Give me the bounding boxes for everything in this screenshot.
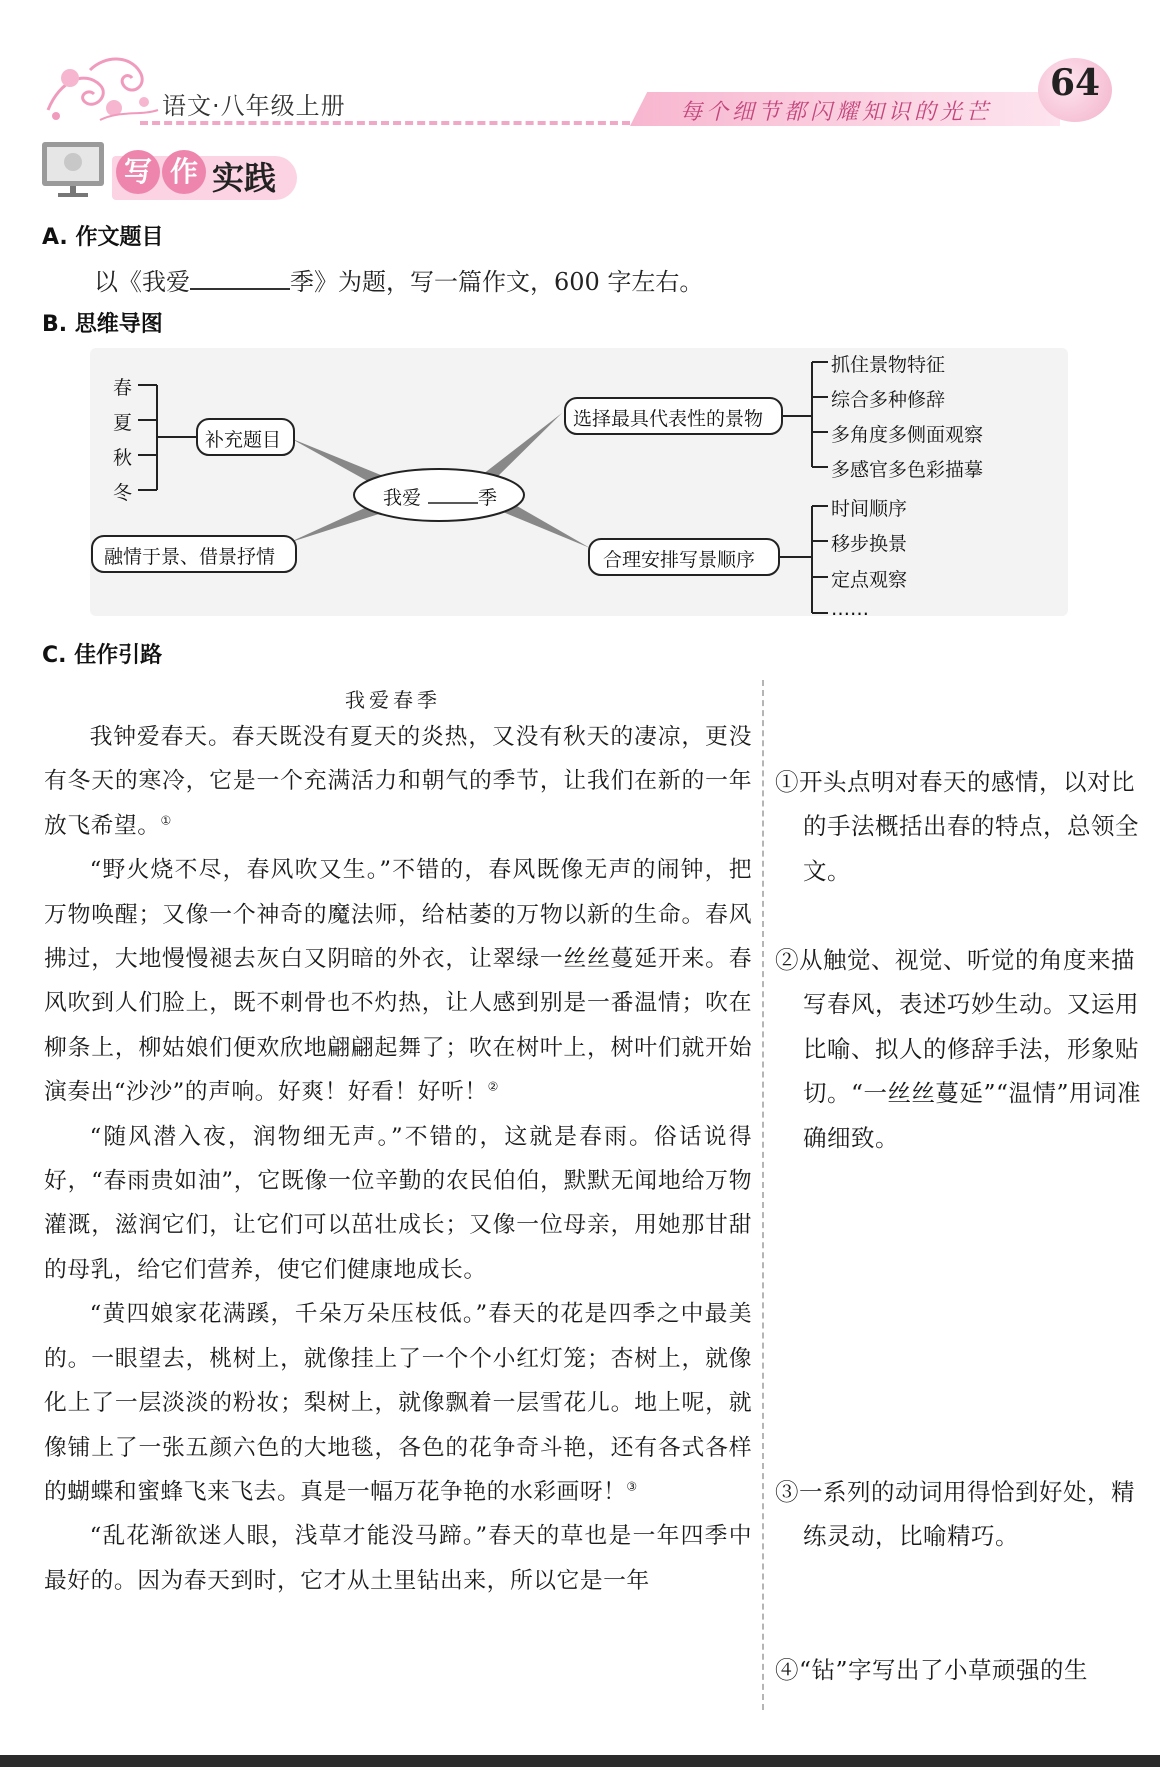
season-winter: 冬 [113,482,133,504]
annotation-marker: ③ [626,1479,638,1494]
select-item: 综合多种修辞 [831,389,946,411]
header-slogan: 每个细节都闪耀知识的光芒 [680,100,993,125]
annotation-marker: ② [487,1079,499,1094]
essay-title: 我爱春季 [345,688,441,712]
book-title: 语文·八年级上册 [162,92,346,120]
section-badge-2: 作 [162,150,206,194]
supplement-label: 补充题目 [205,429,282,451]
side-note: ①开头点明对春天的感情，以对比的手法概括出春的特点，总领全文。 [775,768,1139,885]
section-badge-1: 写 [116,150,160,194]
select-item: 抓住景物特征 [831,354,946,376]
order-item: 移步换景 [831,533,908,555]
order-item: 定点观察 [831,569,908,591]
bottom-bar [0,1755,1160,1767]
select-item: 多角度多侧面观察 [831,424,984,446]
select-item: 多感官多色彩描摹 [831,459,984,481]
season-summer: 夏 [113,412,133,434]
heading-a: A. 作文题目 [42,225,164,250]
column-divider [762,680,764,1710]
side-note: ④“钻”字写出了小草顽强的生 [775,1656,1089,1684]
section-title: 实践 [212,159,277,197]
essay-paragraph: “乱花渐欲迷人眼，浅草才能没马蹄。”春天的草也是一年四季中最好的。因为春天到时，它才从土里钻出来，所以它是一年 [44,1523,752,1594]
essay-paragraph: “黄四娘家花满蹊，千朵万朵压枝低。”春天的花是四季之中最美的。一眼望去，桃树上，就像挂上了一个个小红灯笼；杏树上，就像化上了一层淡淡的粉妆；梨树上，就像飘着一层雪花儿。地上呢，就像铺上了一张五颜六色的大地毯，各色的花争奇斗艳，还有各式各样的蝴蝶和蜜蜂飞来飞去。真是一幅万花争艳的水彩画呀！③ [44,1301,752,1505]
heading-b: B. 思维导图 [42,312,163,337]
order-item: 时间顺序 [831,498,908,520]
essay-paragraph: “野火烧不尽，春风吹又生。”不错的，春风既像无声的闹钟，把万物唤醒；又像一个神奇的魔法师，给枯萎的万物以新的生命。春风拂过，大地慢慢褪去灰白又阴暗的外衣，让翠绿一丝丝蔓延开来。春风吹到人们脸上，既不刺骨也不灼热，让人感到别是一番温情；吹在柳条上，柳姑娘们便欢欣地翩翩起舞了；吹在树叶上，树叶们就开始演奏出“沙沙”的声响。好爽！好看！好听！② [44,857,752,1106]
center-node [354,469,524,521]
essay-paragraph: “随风潜入夜，润物细无声。”不错的，这就是春雨。俗话说得好，“春雨贵如油”，它既像一位辛勤的农民伯伯，默默无闻地给万物灌溉，滋润它们，让它们可以茁壮成长；又像一位母亲，用她那甘甜的母乳，给它们营养，使它们健康地成长。 [44,1123,752,1283]
side-note: ③一系列的动词用得恰到好处，精练灵动，比喻精巧。 [775,1478,1135,1551]
order-item: …… [831,598,869,620]
essay-paragraph: 我钟爱春天。春天既没有夏天的炎热，又没有秋天的凄凉，更没有冬天的寒冷，它是一个充满活力和朝气的季节，让我们在新的一年放飞希望。① [44,724,752,839]
connector-order [503,502,590,548]
essay-body [44,715,752,1603]
prompt-before: 以《我爱 [94,268,190,296]
order-label: 合理安排写景顺序 [603,549,756,571]
season-autumn: 秋 [113,447,133,469]
center-label-after: 季 [478,487,498,509]
prompt-after: 季》为题，写一篇作文，600 字左右。 [290,268,704,296]
select-label: 选择最具代表性的景物 [573,408,764,430]
center-label-before: 我爱 [383,487,422,509]
season-spring: 春 [113,377,133,399]
emotion-label: 融情于景、借景抒情 [104,546,276,568]
side-note: ②从触觉、视觉、听觉的角度来描写春风，表述巧妙生动。又运用比喻、拟人的修辞手法，形象贴切。“一丝丝蔓延”“温情”用词准确细致。 [775,946,1142,1152]
annotation-marker: ① [160,813,172,828]
page-number: 64 [1049,62,1101,104]
heading-c: C. 佳作引路 [42,643,163,668]
